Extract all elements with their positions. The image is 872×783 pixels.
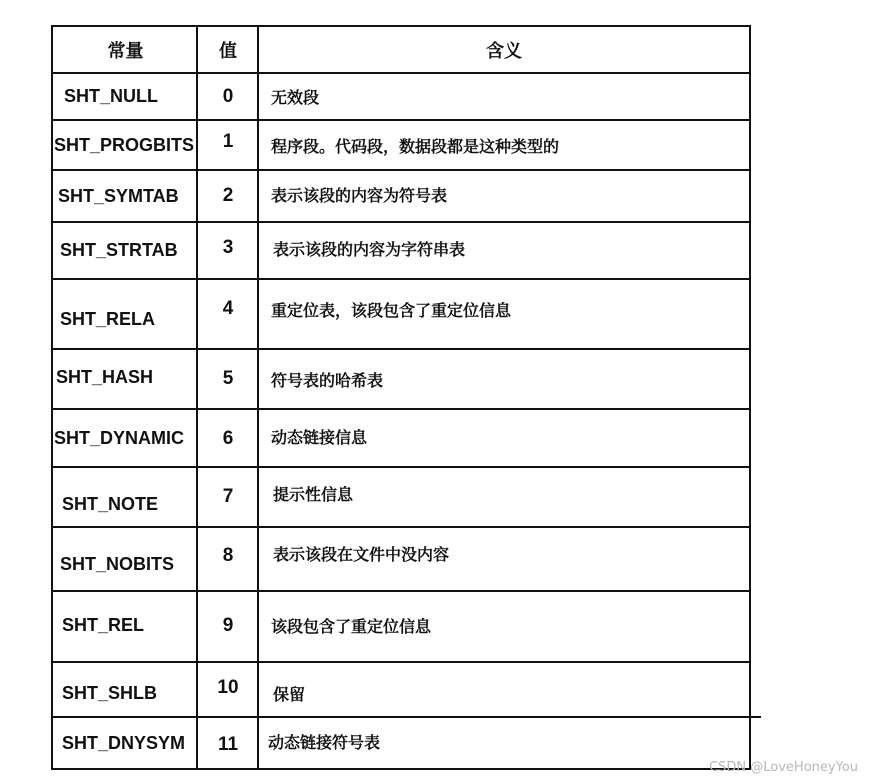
cell-meaning: 表示该段的内容为字符串表	[273, 239, 466, 259]
cell-value: 4	[222, 298, 234, 319]
cell-constant: SHT_REL	[62, 614, 145, 635]
row-divider	[51, 661, 751, 663]
table-border-right	[749, 25, 751, 770]
cell-constant: SHT_NULL	[64, 86, 158, 106]
csdn-watermark: CSDN @LoveHoneyYou	[709, 760, 858, 775]
cell-constant: SHT_SHLB	[62, 682, 158, 703]
column-divider-2	[257, 25, 259, 770]
cell-constant: SHT_PROGBITS	[54, 134, 195, 155]
cell-value: 3	[222, 237, 234, 258]
cell-value: 6	[222, 428, 234, 449]
cell-meaning: 无效段	[271, 88, 320, 107]
header-value: 值	[219, 40, 237, 61]
cell-constant: SHT_STRTAB	[60, 240, 178, 260]
cell-meaning: 动态链接信息	[271, 427, 368, 447]
cell-constant: SHT_NOTE	[62, 493, 159, 514]
cell-constant: SHT_DYNAMIC	[54, 427, 185, 448]
table-border-left	[51, 25, 53, 770]
cell-meaning: 符号表的哈希表	[271, 370, 384, 390]
cell-meaning: 表示该段的内容为符号表	[271, 185, 448, 205]
header-constant: 常量	[107, 40, 144, 61]
cell-meaning: 表示该段在文件中没内容	[273, 544, 450, 564]
cell-value: 2	[222, 185, 234, 206]
cell-meaning: 重定位表，该段包含了重定位信息	[271, 300, 512, 320]
section-type-table	[51, 25, 751, 770]
cell-value: 1	[222, 131, 234, 152]
cell-meaning: 提示性信息	[273, 484, 354, 504]
cell-value: 0	[222, 85, 234, 107]
cell-value: 9	[222, 615, 234, 636]
row-divider	[51, 768, 751, 770]
cell-constant: SHT_HASH	[56, 366, 154, 387]
cell-meaning: 保留	[273, 684, 306, 704]
cell-value: 7	[222, 486, 234, 507]
row-divider	[51, 590, 751, 592]
cell-value: 11	[217, 734, 239, 755]
cell-value: 5	[222, 368, 234, 389]
header-meaning: 含义	[486, 40, 522, 62]
cell-value: 10	[217, 677, 239, 698]
cell-constant: SHT_NOBITS	[60, 553, 175, 574]
cell-value: 8	[222, 545, 234, 566]
cell-constant: SHT_SYMTAB	[58, 185, 179, 206]
cell-constant: SHT_DNYSYM	[62, 732, 186, 753]
cell-meaning: 动态链接符号表	[268, 732, 381, 752]
cell-constant: SHT_RELA	[60, 308, 156, 329]
cell-meaning: 程序段。代码段，数据段都是这种类型的	[271, 136, 560, 156]
cell-meaning: 该段包含了重定位信息	[271, 616, 432, 636]
